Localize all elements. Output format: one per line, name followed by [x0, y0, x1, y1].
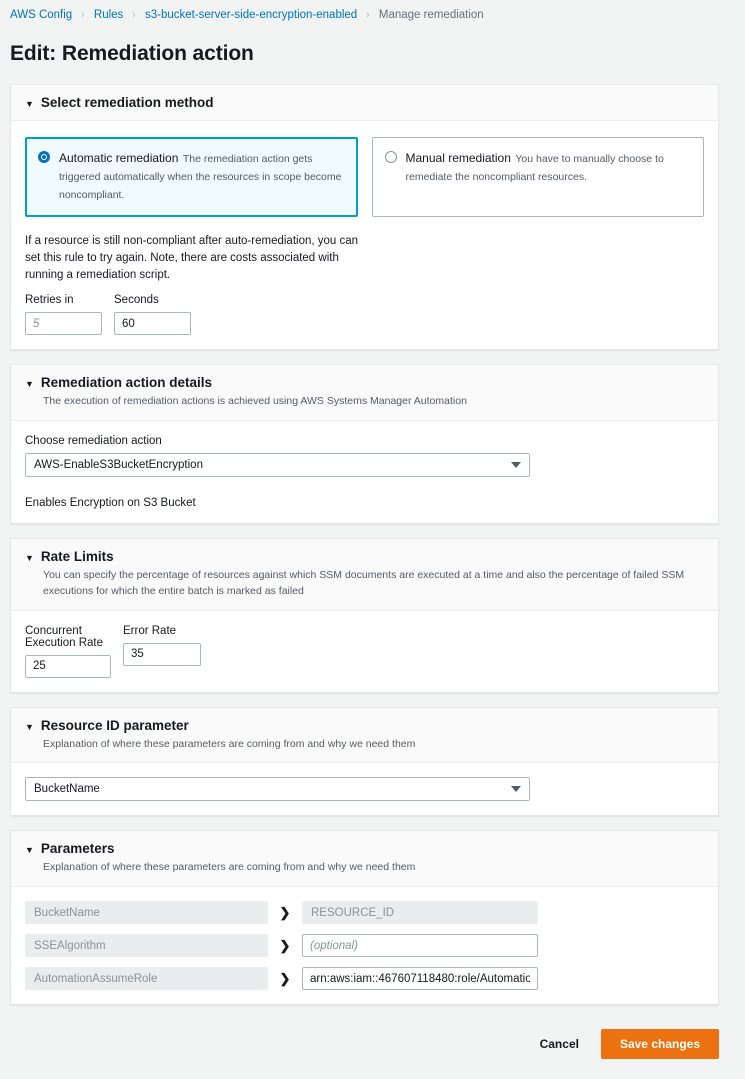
panel-title-text: Parameters — [40, 841, 115, 857]
caret-down-icon[interactable]: ▼ — [25, 379, 34, 390]
panel-select-remediation-method — [10, 84, 719, 350]
panel-description: Explanation of where these parameters are coming from and why we need them — [43, 737, 416, 750]
parameter-key-ssealgorithm: SSEAlgorithm — [25, 934, 268, 957]
resource-id-parameter-select-value[interactable]: BucketName — [25, 777, 530, 801]
auto-remediation-hint: If a resource is still non-compliant after auto-remediation, you can set this rule to try again. Note, there are costs associated with running a remediation script. — [25, 234, 359, 282]
panel-title-row — [25, 718, 704, 733]
rate-limit-fields-row — [25, 625, 704, 678]
parameter-value-bucketname: RESOURCE_ID — [302, 901, 538, 924]
radio-label-automatic-remediation: Automatic remediation — [59, 151, 179, 165]
chevron-right-icon: ❯ — [279, 937, 291, 953]
panel-resource-id-parameter — [10, 707, 719, 817]
breadcrumb-separator-icon: › — [81, 8, 85, 21]
caret-down-icon[interactable]: ▼ — [25, 99, 34, 109]
caret-down-icon[interactable]: ▼ — [25, 553, 34, 564]
resource-id-parameter-select[interactable] — [25, 777, 530, 801]
retries-field-group — [25, 294, 102, 335]
breadcrumb-item-rule-name[interactable]: s3-bucket-server-side-encryption-enabled — [144, 8, 358, 21]
radio-card-manual-remediation[interactable] — [372, 137, 705, 217]
panel-title-text: Rate Limits — [40, 549, 114, 565]
table-row — [25, 901, 704, 924]
panel-header-remediation-action-details — [11, 365, 718, 421]
panel-description: Explanation of where these parameters are coming from and why we need them — [43, 861, 416, 874]
radio-card-text — [406, 149, 692, 204]
panel-title-row — [25, 549, 704, 564]
parameter-value-cell — [302, 901, 538, 924]
save-changes-button[interactable]: Save changes — [601, 1029, 719, 1059]
panel-title-row — [25, 375, 704, 390]
radio-selected-icon[interactable] — [38, 151, 50, 163]
panel-header-resource-id-parameter — [11, 708, 718, 764]
panel-description: The execution of remediation actions is achieved using AWS Systems Manager Automation — [43, 395, 467, 408]
radio-label-manual-remediation: Manual remediation — [405, 151, 511, 165]
breadcrumb-separator-icon: › — [366, 8, 370, 21]
panel-title-row — [25, 95, 704, 110]
parameter-key-automationassumerole: AutomationAssumeRole — [25, 967, 268, 990]
panel-description: You can specify the percentage of resources against which SSM documents are executed at a time and also the percentage of failed SSM executions for which the entire batch is marked as failed — [43, 569, 685, 597]
panel-title-text: Resource ID parameter — [40, 717, 189, 733]
caret-down-icon[interactable]: ▼ — [25, 845, 34, 856]
radio-card-automatic-remediation[interactable] — [25, 137, 358, 217]
radio-description-automatic-remediation: The remediation action gets triggered automatically when the resources in scope become noncompliant. — [59, 153, 342, 202]
concurrent-execution-rate-group — [25, 625, 111, 678]
seconds-label: Seconds — [114, 294, 159, 307]
seconds-field-group — [114, 294, 191, 335]
cancel-button[interactable]: Cancel — [536, 1031, 583, 1057]
error-rate-group — [123, 625, 201, 678]
retries-input[interactable] — [25, 312, 102, 335]
panel-body-resource-id-parameter — [11, 763, 718, 815]
radio-card-text — [59, 149, 345, 204]
panel-header-parameters — [11, 831, 718, 887]
table-row — [25, 934, 704, 957]
panel-body-remediation-action-details — [11, 421, 718, 523]
panel-title-text: Remediation action details — [40, 375, 212, 391]
panel-rate-limits — [10, 538, 719, 693]
panel-title-text: Select remediation method — [40, 95, 214, 110]
remediation-action-select-value[interactable]: AWS-EnableS3BucketEncryption — [25, 453, 530, 477]
breadcrumb-separator-icon: › — [132, 8, 136, 21]
breadcrumb — [0, 0, 745, 24]
panel-title-row — [25, 841, 704, 856]
remediation-method-radio-group — [25, 135, 704, 217]
breadcrumb-item-aws-config[interactable]: AWS Config — [10, 8, 73, 21]
breadcrumb-item-manage-remediation: Manage remediation — [378, 8, 484, 21]
panel-body-select-remediation-method — [11, 121, 718, 349]
chevron-right-icon: ❯ — [279, 904, 291, 920]
error-rate-label: Error Rate — [123, 624, 177, 637]
parameter-value-cell — [302, 934, 538, 957]
radio-unselected-icon[interactable] — [385, 151, 397, 163]
page-title: Edit: Remediation action — [10, 42, 254, 65]
retries-label: Retries in — [25, 294, 74, 307]
parameter-value-ssealgorithm-input[interactable] — [302, 934, 538, 957]
remediation-action-select[interactable] — [25, 453, 530, 477]
retry-fields-row — [25, 294, 704, 335]
radio-description-manual-remediation: You have to manually choose to remediate the noncompliant resources. — [405, 153, 664, 184]
parameter-value-cell — [302, 967, 538, 990]
panel-remediation-action-details — [10, 364, 719, 524]
breadcrumb-item-rules[interactable]: Rules — [93, 8, 124, 21]
parameter-key-bucketname: BucketName — [25, 901, 268, 924]
chevron-right-icon: ❯ — [279, 970, 291, 986]
remediation-action-description: Enables Encryption on S3 Bucket — [25, 497, 196, 510]
panel-parameters — [10, 830, 719, 1005]
concurrent-execution-rate-label: Concurrent Execution Rate — [25, 624, 103, 649]
panel-body-rate-limits — [11, 611, 718, 692]
caret-down-icon[interactable]: ▼ — [25, 721, 34, 732]
panel-header-rate-limits — [11, 539, 718, 611]
concurrent-execution-rate-input[interactable] — [25, 655, 111, 678]
choose-remediation-action-label: Choose remediation action — [25, 435, 162, 448]
parameter-value-automationassumerole-input[interactable] — [302, 967, 538, 990]
panel-body-parameters — [11, 887, 718, 1004]
panel-header-select-remediation-method — [11, 85, 718, 121]
table-row — [25, 967, 704, 990]
error-rate-input[interactable] — [123, 643, 201, 666]
seconds-input[interactable] — [114, 312, 191, 335]
form-actions — [0, 1019, 745, 1059]
